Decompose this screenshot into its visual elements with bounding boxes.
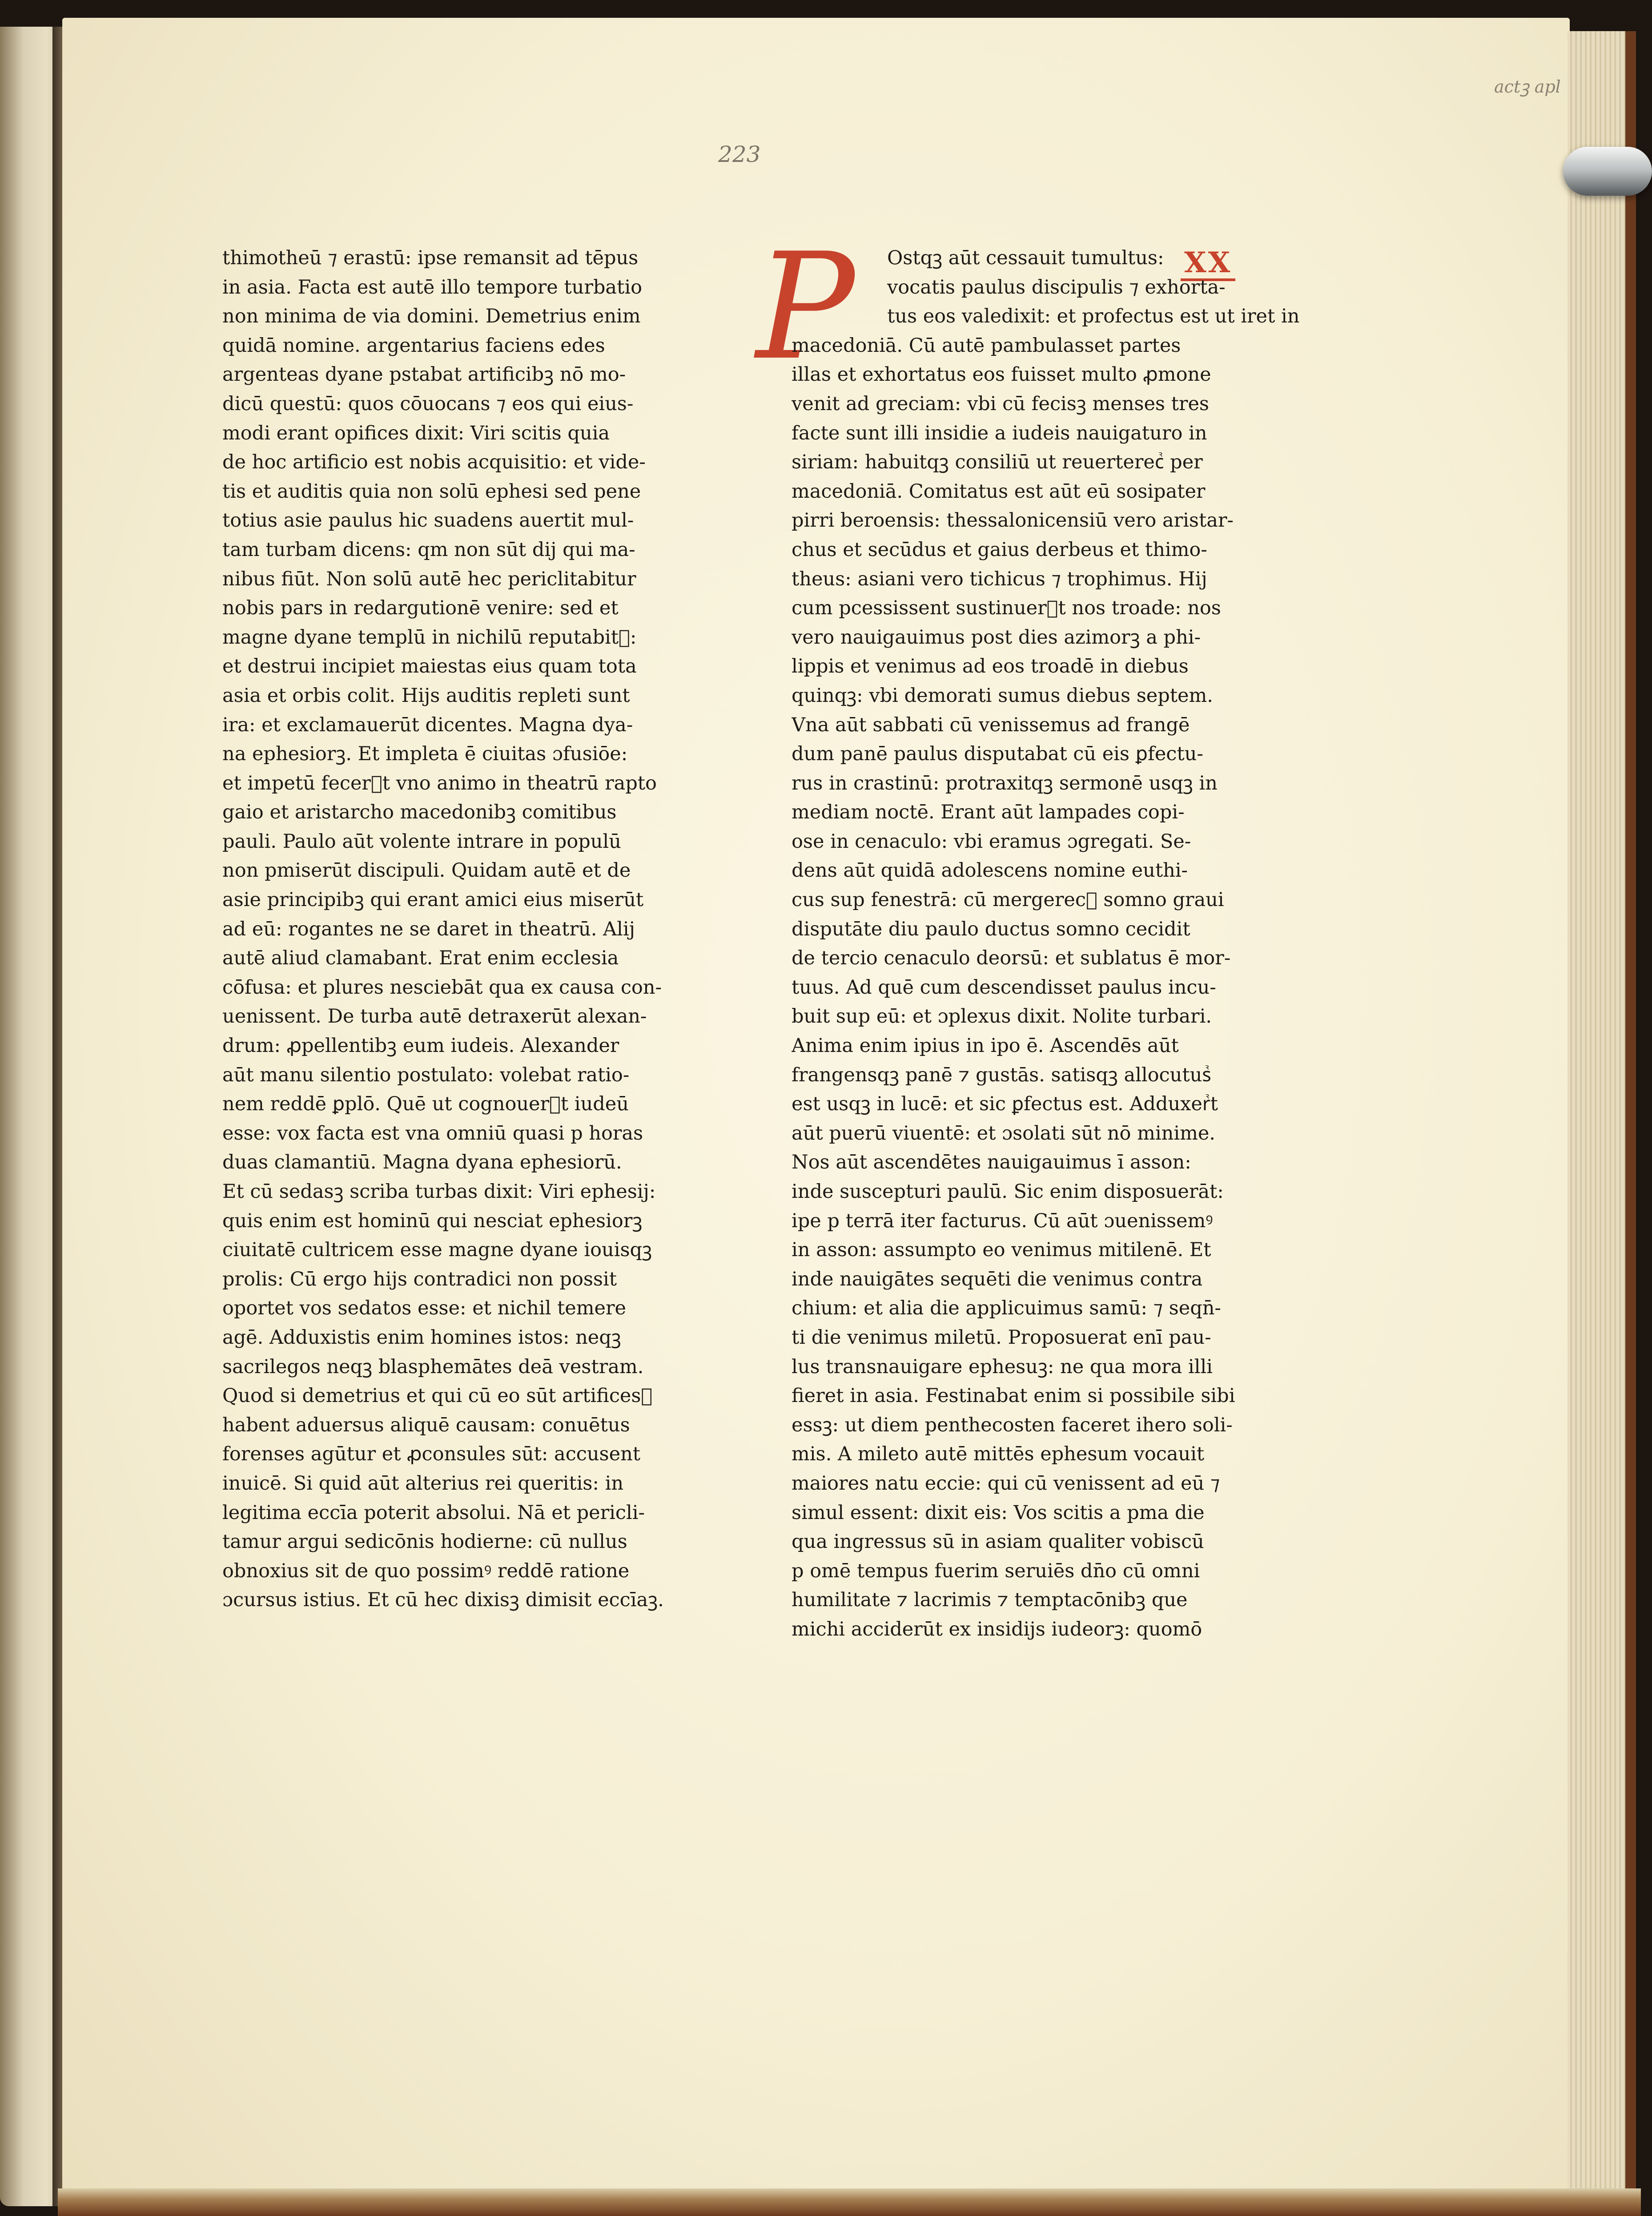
text-line: Et cū sedasꝫ scriba turbas dixit: Viri ephesij: — [222, 1181, 656, 1203]
text-line: aūt puerū viuentē: et ɔsolati sūt nō minime. — [792, 1122, 1215, 1144]
text-line: vocatis paulus discipulis ⁊ exhorta- — [887, 276, 1226, 298]
folio-number: 223 — [718, 141, 761, 167]
text-line: chium: et alia die applicuimus samū: ⁊ seqn̄- — [792, 1297, 1221, 1320]
left-text-column — [222, 244, 738, 1615]
book-clamp — [1563, 147, 1652, 196]
text-line: dens aūt quidā adolescens nomine euthi- — [792, 859, 1188, 882]
text-line: ad eū: rogantes ne se daret in theatrū. Alij — [222, 918, 635, 940]
text-line: de tercio cenaculo deorsū: et sublatus ē mor- — [792, 947, 1231, 970]
text-line: Anima enim ipius in ipo ē. Ascendēs aūt — [792, 1035, 1179, 1057]
page-stack-edges — [1568, 31, 1636, 2193]
text-line: cus sup fenestrā: cū mergerecᷣ somno graui — [792, 889, 1224, 911]
text-line: quis enim est hominū qui nesciat ephesiorꝫ — [222, 1209, 643, 1232]
text-line: asia et orbis colit. Hijs auditis repleti sunt — [222, 684, 630, 707]
text-line: illas et exhortatus eos fuisset multo ꝓmone — [792, 363, 1211, 386]
text-line: macedoniā. Cū autē pambulasset partes — [792, 334, 1181, 357]
text-line: lus transnauigare ephesuꝫ: ne qua mora illi — [792, 1355, 1213, 1378]
text-line: asie principibꝫ qui erant amici eius miserūt — [222, 889, 644, 911]
text-line: Quod si demetrius et qui cū eo sūt artificesᷣ — [222, 1385, 653, 1407]
text-line: inuicē. Si quid aūt alterius rei queritis: in — [222, 1472, 624, 1495]
text-line: modi erant opifices dixit: Viri scitis quia — [222, 422, 610, 444]
text-line: thimotheū ⁊ erastū: ipse remansit ad tēpus — [222, 247, 639, 269]
text-line: maiores natu eccie: qui cū venissent ad eū ⁊ — [792, 1472, 1220, 1495]
text-line: facte sunt illi insidie a iudeis nauigaturo in — [792, 422, 1207, 444]
text-line: autē aliud clamabant. Erat enim ecclesia — [222, 947, 619, 970]
text-line: pauli. Paulo aūt volente intrare in populū — [222, 830, 621, 853]
chapter-number: XX — [1181, 247, 1235, 281]
text-line: essꝫ: ut diem penthecosten faceret ihero soli- — [792, 1414, 1233, 1436]
text-line: nibus fiūt. Non solū autē hec periclitabitur — [222, 568, 636, 590]
text-line: de hoc artificio est nobis acquisitio: et vide- — [222, 451, 646, 474]
text-line: Nos aūt ascendētes nauigauimus ī asson: — [792, 1151, 1191, 1174]
text-line: drum: ꝓpellentibꝫ eum iudeis. Alexander — [222, 1035, 619, 1057]
text-line: uenissent. De turba autē detraxerūt alexan- — [222, 1005, 647, 1028]
text-line: inde suscepturi paulū. Sic enim disposuerāt: — [792, 1181, 1224, 1203]
text-line: simul essent: dixit eis: Vos scitis a pma die — [792, 1501, 1205, 1524]
text-line: in asson: assumpto eo venimus mitilenē. Et — [792, 1239, 1211, 1261]
text-line: et destrui incipiet maiestas eius quam tota — [222, 655, 637, 678]
text-line: lippis et venimus ad eos troadē in diebus — [792, 655, 1189, 678]
text-line: ipe p terrā iter facturus. Cū aūt ɔuenissemꝰ — [792, 1209, 1213, 1232]
text-line: rus in crastinū: protraxitqꝫ sermonē usqꝫ in — [792, 772, 1218, 794]
text-line: argenteas dyane pstabat artificibꝫ nō mo- — [222, 363, 626, 386]
bottom-page-edge — [58, 2188, 1641, 2216]
text-line: ti die venimus miletū. Proposuerat enī pau- — [792, 1326, 1211, 1349]
text-line: in asia. Facta est autē illo tempore turbatio — [222, 276, 642, 298]
text-line: theus: asiani vero tichicus ⁊ trophimus. Hij — [792, 568, 1207, 590]
text-line: ciuitatē cultricem esse magne dyane iouisqꝫ — [222, 1239, 652, 1261]
text-line: vero nauigauimus post dies azimorꝫ a phi- — [792, 626, 1201, 649]
text-line: prolis: Cū ergo hijs contradici non possit — [222, 1268, 617, 1290]
margin-annotation: actꝫ apl — [1494, 77, 1561, 97]
text-line: michi acciderūt ex insidijs iudeorꝫ: quomō — [792, 1618, 1202, 1640]
text-line: duas clamantiū. Magna dyana ephesiorū. — [222, 1151, 622, 1174]
text-line: chus et secūdus et gaius derbeus et thimo- — [792, 538, 1207, 561]
text-line: nobis pars in redargutionē venire: sed et — [222, 597, 619, 620]
text-line: tam turbam dicens: qm non sūt dij qui ma- — [222, 538, 635, 561]
text-line: mediam noctē. Erant aūt lampades copi- — [792, 801, 1185, 824]
text-line: ɔcursus istius. Et cū hec dixisꝫ dimisit eccīaꝫ. — [222, 1589, 664, 1612]
text-line: macedoniā. Comitatus est aūt eū sosipater — [792, 480, 1206, 503]
text-line: disputāte diu paulo ductus somno cecidit — [792, 918, 1190, 940]
text-line: dicū questū: quos cōuocans ⁊ eos qui eius- — [222, 392, 634, 415]
text-line: venit ad greciam: vbi cū fecisꝫ menses tres — [792, 392, 1209, 415]
text-line: forenses agūtur et ꝓconsules sūt: accusent — [222, 1443, 641, 1466]
right-text-column — [792, 244, 1307, 1644]
text-line: esse: vox facta est vna omniū quasi p horas — [222, 1122, 643, 1144]
text-line: magne dyane templū in nichilū reputabitᷣ: — [222, 626, 637, 649]
text-line: et impetū fecerᷣt vno animo in theatrū rapto — [222, 772, 657, 794]
text-line: agē. Adduxistis enim homines istos: neqꝫ — [222, 1326, 621, 1349]
text-line: nem reddē ꝑplō. Quē ut cognouerᷣt iudeū — [222, 1093, 629, 1116]
text-line: aūt manu silentio postulato: volebat ratio- — [222, 1064, 630, 1086]
rubricated-initial: P — [756, 222, 855, 392]
text-line: totius asie paulus hic suadens auertit mul- — [222, 509, 634, 532]
text-line: humilitate ⁊ lacrimis ⁊ temptacōnibꝫ que — [792, 1589, 1188, 1612]
text-line: non minima de via domini. Demetrius enim — [222, 305, 641, 328]
text-line: est usqꝫ in lucē: et sic ꝑfectus est. Adduxerᷣt — [792, 1093, 1218, 1116]
text-line: mis. A mileto autē mittēs ephesum vocauit — [792, 1443, 1205, 1466]
text-line: pirri beroensis: thessalonicensiū vero aristar- — [792, 509, 1234, 532]
text-line: oportet vos sedatos esse: et nichil temere — [222, 1297, 626, 1320]
text-line: buit sup eū: et ɔplexus dixit. Nolite turbari. — [792, 1005, 1212, 1028]
text-line: Ostqꝫ aūt cessauit tumultus: — [887, 247, 1164, 269]
text-line: cum pcessissent sustinuerᷣt nos troade: nos — [792, 597, 1221, 620]
text-line: siriam: habuitqꝫ consiliū ut reuerterecᷣ per — [792, 451, 1203, 474]
text-line: obnoxius sit de quo possimꝰ reddē ratione — [222, 1559, 630, 1582]
text-line: fieret in asia. Festinabat enim si possibile sibi — [792, 1385, 1235, 1407]
text-line: cōfusa: et plures nesciebāt qua ex causa con- — [222, 976, 662, 999]
text-line: non pmiserūt discipuli. Quidam autē et de — [222, 859, 631, 882]
text-line: sacrilegos neqꝫ blasphemātes deā vestram. — [222, 1355, 644, 1378]
text-line: tuus. Ad quē cum descendisset paulus incu- — [792, 976, 1216, 999]
text-line: tis et auditis quia non solū ephesi sed pene — [222, 480, 641, 503]
text-line: inde nauigātes sequēti die venimus contra — [792, 1268, 1203, 1290]
text-line: dum panē paulus disputabat cū eis ꝑfectu- — [792, 743, 1203, 766]
text-line: Vna aūt sabbati cū venissemus ad frangē — [792, 713, 1190, 736]
text-line: quidā nomine. argentarius faciens edes — [222, 334, 605, 357]
text-line: ose in cenaculo: vbi eramus ɔgregati. Se- — [792, 830, 1191, 853]
text-line: frangensqꝫ panē ⁊ gustās. satisqꝫ allocutusᷣ — [792, 1064, 1211, 1086]
text-line: ira: et exclamauerūt dicentes. Magna dya- — [222, 713, 633, 736]
text-line: legitima eccīa poterit absolui. Nā et pericli- — [222, 1501, 645, 1524]
text-line: quinqꝫ: vbi demorati sumus diebus septem. — [792, 684, 1213, 707]
text-line: na ephesiorꝫ. Et impleta ē ciuitas ɔfusiōe: — [222, 743, 628, 766]
text-line: qua ingressus sū in asiam qualiter vobiscū — [792, 1531, 1204, 1553]
text-line: tamur argui sedicōnis hodierne: cū nullus — [222, 1531, 627, 1553]
text-line: tus eos valedixit: et profectus est ut iret in — [887, 305, 1300, 328]
text-line: gaio et aristarcho macedonibꝫ comitibus — [222, 801, 617, 824]
text-line: p omē tempus fuerim seruiēs dn̄o cū omni — [792, 1559, 1200, 1582]
text-line: habent aduersus aliquē causam: conuētus — [222, 1414, 630, 1436]
